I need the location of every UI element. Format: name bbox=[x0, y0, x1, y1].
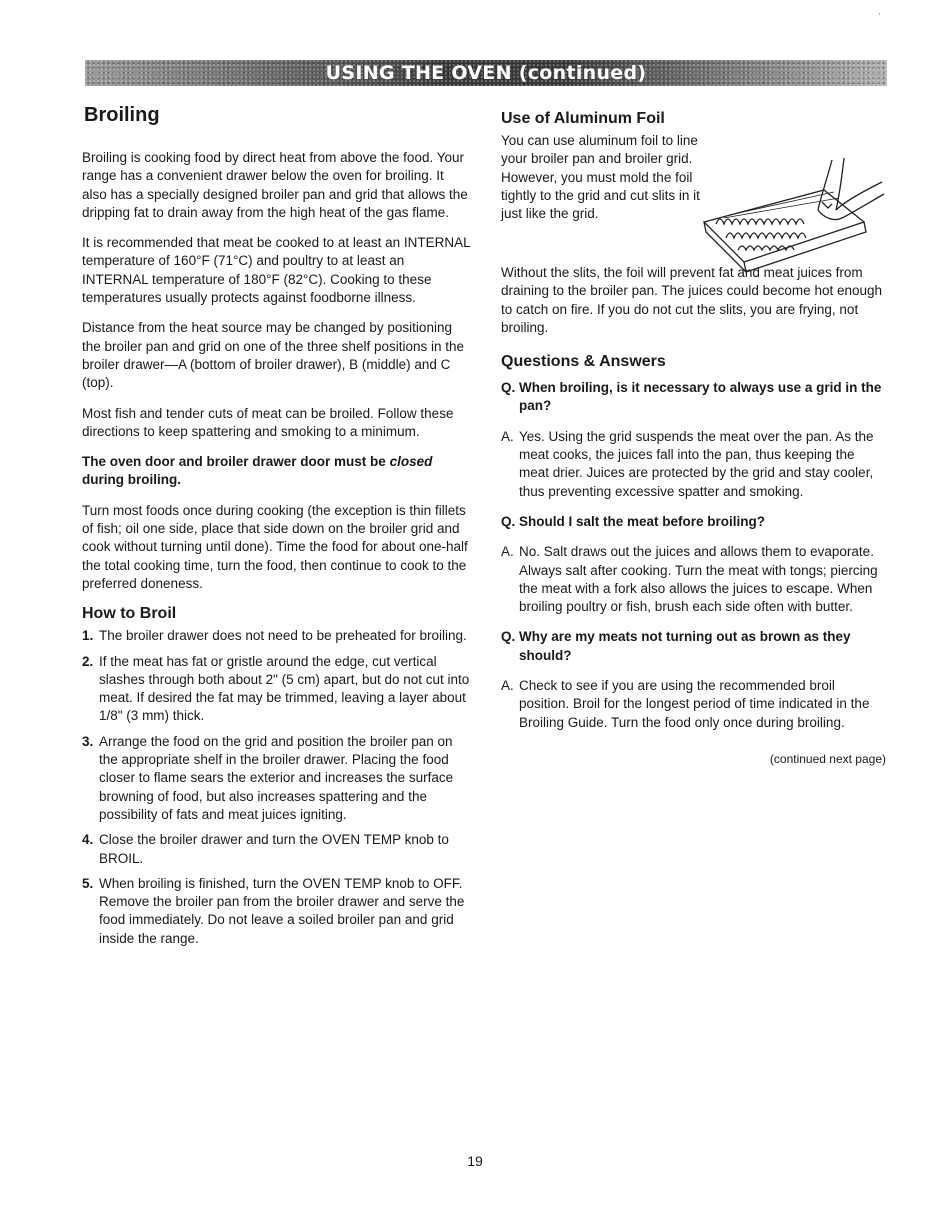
question-3 bbox=[501, 628, 886, 665]
temperature-paragraph: It is recommended that meat be cooked to at least an INTERNAL temperature of 160°F (71°C) and poultry to at least an INTERNAL temperature of 180°F (82°C). Cooking to these temperatures usually protects against foodborne illness. bbox=[82, 235, 471, 306]
section-header-banner bbox=[85, 60, 887, 86]
foil-text-2: Without the slits, the foil will prevent fat and meat juices from draining to the broiler pan. The juices could become hot enough to catch on fire. If you do not cut the slits, you are frying, not broiling. bbox=[501, 265, 883, 335]
turn-food-paragraph: Turn most foods once during cooking (the exception is thin fillets of fish; oil one side, place that side down on the broiler grid and cook without turning until done). Time the food for about one-half the total cooking time, turn the food, then continue to cook to the preferred doneness. bbox=[82, 502, 468, 591]
how-to-broil-steps bbox=[82, 627, 472, 948]
answer-2 bbox=[501, 543, 886, 616]
header-title-sub: (continued) bbox=[518, 62, 647, 84]
step-text: The broiler drawer does not need to be preheated for broiling. bbox=[99, 628, 467, 644]
qa-heading: Questions & Answers bbox=[501, 353, 666, 371]
right-column bbox=[501, 110, 886, 766]
continued-note: (continued next page) bbox=[769, 751, 886, 766]
broiling-heading: Broiling bbox=[84, 104, 160, 126]
question-text: When broiling, is it necessary to always use a grid in the pan? bbox=[519, 380, 882, 414]
a-lead: A. bbox=[501, 428, 514, 444]
step-number: 4. bbox=[82, 832, 94, 848]
answer-text: Yes. Using the grid suspends the meat over the pan. As the meat cooks, the juices fall into the pan, thus keeping the meat drier. Juices are protected by the grid and stay cooler, thus preventing excessive spatter and smoking. bbox=[519, 428, 874, 499]
door-warning-part2: during broiling. bbox=[82, 472, 181, 488]
step-number: 5. bbox=[82, 875, 94, 891]
header-title bbox=[326, 62, 647, 84]
q-lead: Q. bbox=[501, 380, 516, 396]
question-text: Why are my meats not turning out as brown as they should? bbox=[519, 629, 851, 663]
a-lead: A. bbox=[501, 544, 514, 560]
fish-paragraph: Most fish and tender cuts of meat can be broiled. Follow these directions to keep spattering and smoking to a minimum. bbox=[82, 405, 454, 439]
aluminum-foil-heading: Use of Aluminum Foil bbox=[501, 110, 665, 127]
question-2 bbox=[501, 513, 886, 531]
step-number: 1. bbox=[82, 628, 94, 644]
foil-text-1: You can use aluminum foil to line your broiler pan and broiler grid. However, you must mold the foil tightly to the grid and cut slits in it just like the grid. bbox=[501, 133, 700, 222]
page-number: 19 bbox=[467, 1153, 483, 1169]
step-item bbox=[82, 627, 472, 645]
step-number: 2. bbox=[82, 653, 94, 669]
step-item bbox=[82, 653, 472, 726]
q-lead: Q. bbox=[501, 629, 516, 645]
scan-mark bbox=[879, 13, 880, 15]
how-to-broil-heading: How to Broil bbox=[82, 605, 177, 623]
left-column bbox=[82, 104, 472, 955]
step-number: 3. bbox=[82, 733, 94, 749]
answer-3 bbox=[501, 677, 886, 732]
step-item bbox=[82, 875, 472, 948]
answer-text: Check to see if you are using the recommended broil position. Broil for the longest period of time indicated in the Broiling Guide. Turn the food only once during broiling. bbox=[519, 678, 870, 730]
step-item bbox=[82, 831, 472, 868]
header-title-main: USING THE OVEN bbox=[325, 62, 512, 84]
door-warning-part1: The oven door and broiler drawer door must be bbox=[82, 454, 386, 470]
step-text: Close the broiler drawer and turn the OVEN TEMP knob to BROIL. bbox=[99, 832, 449, 866]
q-lead: Q. bbox=[501, 513, 516, 529]
question-1 bbox=[501, 379, 886, 416]
broiler-grid-foil-icon bbox=[694, 152, 889, 282]
distance-paragraph: Distance from the heat source may be changed by positioning the broiler pan and grid on one of the three shelf positions in the broiler drawer—A (bottom of broiler drawer), B (middle) and C (top). bbox=[82, 320, 465, 391]
foil-section bbox=[501, 132, 886, 264]
question-text: Should I salt the meat before broiling? bbox=[519, 513, 766, 529]
broiling-intro-paragraph: Broiling is cooking food by direct heat from above the food. Your range has a convenient drawer below the oven for broiling. It also has a specially designed broiler pan and grid that allows the dripping fat to drain away from the high heat of the gas flame. bbox=[82, 150, 468, 220]
door-warning bbox=[82, 453, 472, 490]
step-item bbox=[82, 733, 472, 824]
door-warning-italic: closed bbox=[389, 454, 433, 470]
step-text: Arrange the food on the grid and position the broiler pan on the appropriate shelf in the broiler drawer. Placing the food closer to flame sears the exterior and increases the surface browning of food, but also increases spattering and the possibility of fats and meat juices igniting. bbox=[99, 733, 454, 822]
answer-1 bbox=[501, 428, 886, 501]
step-text: If the meat has fat or gristle around the edge, cut vertical slashes through both about 2" (5 cm) apart, but do not cut into meat. If desired the fat may be trimmed, leaving a layer about 1/8" (3 mm) thick. bbox=[99, 653, 470, 724]
answer-text: No. Salt draws out the juices and allows them to evaporate. Always salt after cooking. Turn the meat with tongs; piercing the meat with a fork also allows the juices to escape. When broiling poultry or fish, brush each side often with butter. bbox=[519, 544, 878, 615]
step-text: When broiling is finished, turn the OVEN TEMP knob to OFF. Remove the broiler pan from the broiler drawer and serve the food immediately. Do not leave a soiled broiler pan and grid inside the range. bbox=[99, 875, 465, 946]
a-lead: A. bbox=[501, 678, 514, 694]
